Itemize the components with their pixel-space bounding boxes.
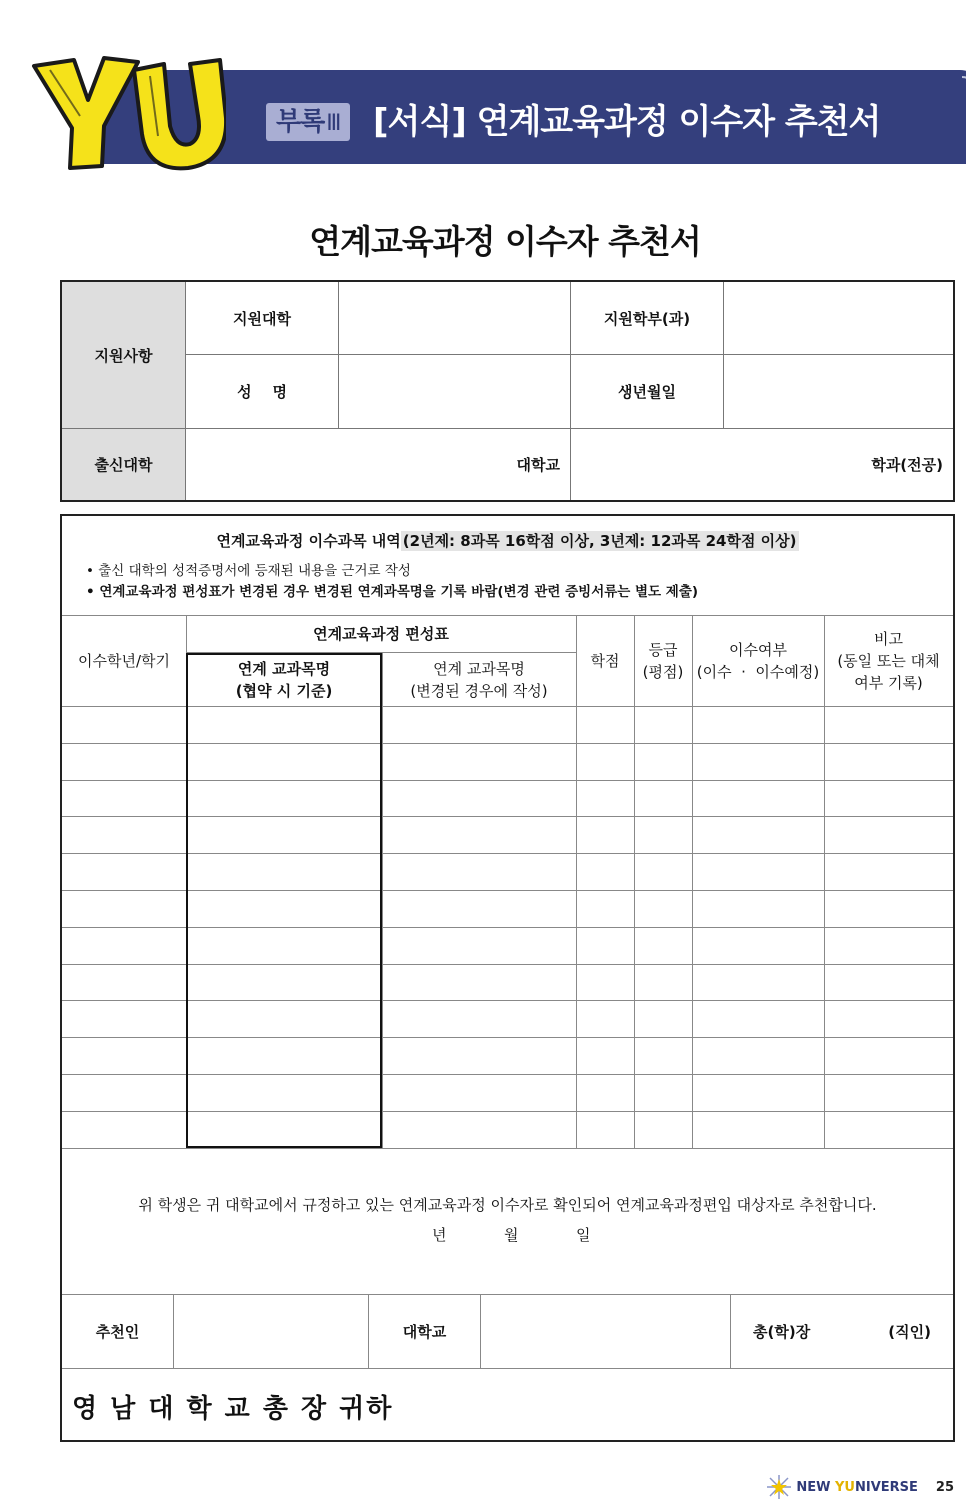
course-notes xyxy=(62,516,953,616)
course-cell-remark[interactable] xyxy=(824,1112,953,1148)
course-cell-completion[interactable] xyxy=(692,928,824,964)
brand-niverse: NIVERSE xyxy=(854,1479,918,1495)
grid-line xyxy=(634,616,635,1148)
recommender-label-cell xyxy=(62,1295,173,1368)
recommender-field[interactable] xyxy=(174,1295,368,1368)
department-field[interactable] xyxy=(724,282,953,354)
course-cell-credit[interactable] xyxy=(576,817,634,853)
course-cell-course-changed[interactable] xyxy=(382,744,576,780)
header-banner xyxy=(30,56,960,172)
agreed-course-column-outline xyxy=(186,653,382,1148)
course-heading-requirement: (2년제: 8과목 16학점 이상, 3년제: 12과목 24학점 이상) xyxy=(402,532,797,550)
course-cell-remark[interactable] xyxy=(824,891,953,927)
grid-line xyxy=(185,282,186,500)
grid-line xyxy=(62,428,953,429)
col-course-agreed-line2: (협약 시 기준) xyxy=(235,681,333,700)
course-cell-completion[interactable] xyxy=(692,965,824,1001)
course-cell-remark[interactable] xyxy=(824,1075,953,1111)
course-cell-credit[interactable] xyxy=(576,1112,634,1148)
col-course-agreed-line1: 연계 교과목명 xyxy=(237,659,331,678)
date-day-label: 일 xyxy=(576,1226,591,1244)
course-cell-grade[interactable] xyxy=(634,1112,692,1148)
course-cell-completion[interactable] xyxy=(692,891,824,927)
col-grade-header xyxy=(634,616,692,706)
col-grade-line2: (평점) xyxy=(642,663,684,681)
grid-line xyxy=(382,653,383,1148)
yu-logo-icon xyxy=(30,56,226,172)
course-cell-remark[interactable] xyxy=(824,1038,953,1074)
course-heading-main: 연계교육과정 이수과목 내역 xyxy=(216,532,401,550)
date-year-label: 년 xyxy=(432,1226,447,1244)
note-transcript: • 출신 대학의 성적증명서에 등재된 내용을 근거로 작성 xyxy=(86,563,411,579)
university-field[interactable] xyxy=(339,282,570,354)
course-cell-semester[interactable] xyxy=(62,817,186,853)
course-cell-semester[interactable] xyxy=(62,744,186,780)
col-credit-label: 학점 xyxy=(590,652,620,670)
recommendation-statement: 위 학생은 귀 대학교에서 규정하고 있는 연계교육과정 이수자로 확인되어 연계교육과정편입 대상자로 추천합니다. xyxy=(138,1196,877,1214)
course-cell-remark[interactable] xyxy=(824,744,953,780)
recommender-university-label-cell xyxy=(369,1295,480,1368)
course-cell-grade[interactable] xyxy=(634,707,692,743)
course-cell-remark[interactable] xyxy=(824,781,953,817)
appendix-roman: Ⅲ xyxy=(326,111,341,136)
course-cell-completion[interactable] xyxy=(692,707,824,743)
appendix-label: 부록 xyxy=(276,107,325,137)
banner-title: [서식] 연계교육과정 이수자 추천서 xyxy=(373,102,881,142)
course-cell-credit[interactable] xyxy=(576,707,634,743)
grid-line xyxy=(62,1368,953,1369)
recommender-university-field[interactable] xyxy=(481,1295,730,1368)
course-heading xyxy=(62,530,953,551)
course-cell-grade[interactable] xyxy=(634,1001,692,1037)
col-semester-label: 이수학년/학기 xyxy=(78,652,170,670)
origin-major-field[interactable] xyxy=(571,429,953,500)
grid-line xyxy=(185,354,953,355)
course-cell-remark[interactable] xyxy=(824,965,953,1001)
course-cell-semester[interactable] xyxy=(62,1038,186,1074)
name-label-cell xyxy=(186,355,338,428)
course-cell-completion[interactable] xyxy=(692,1075,824,1111)
col-remark-line2: (동일 또는 대체 xyxy=(837,652,940,670)
origin-university-field[interactable] xyxy=(186,429,570,500)
course-cell-course-changed[interactable] xyxy=(382,1001,576,1037)
birth-label: 생년월일 xyxy=(618,383,676,401)
star-burst-icon xyxy=(766,1474,792,1500)
university-label-cell xyxy=(186,282,338,354)
course-cell-semester[interactable] xyxy=(62,965,186,1001)
course-cell-grade[interactable] xyxy=(634,744,692,780)
course-cell-semester[interactable] xyxy=(62,1001,186,1037)
grid-line xyxy=(692,616,693,1148)
course-cell-remark[interactable] xyxy=(824,854,953,890)
course-cell-semester[interactable] xyxy=(62,707,186,743)
course-cell-credit[interactable] xyxy=(576,854,634,890)
course-cell-grade[interactable] xyxy=(634,965,692,1001)
course-cell-course-changed[interactable] xyxy=(382,1075,576,1111)
course-cell-credit[interactable] xyxy=(576,744,634,780)
course-cell-remark[interactable] xyxy=(824,928,953,964)
course-cell-completion[interactable] xyxy=(692,854,824,890)
course-cell-grade[interactable] xyxy=(634,1075,692,1111)
document-title: 연계교육과정 이수자 추천서 xyxy=(309,222,701,261)
course-cell-course-changed[interactable] xyxy=(382,1112,576,1148)
course-cell-remark[interactable] xyxy=(824,707,953,743)
course-cell-credit[interactable] xyxy=(576,891,634,927)
col-remark-line1: 비고 xyxy=(874,630,903,648)
course-cell-credit[interactable] xyxy=(576,1038,634,1074)
course-cell-course-changed[interactable] xyxy=(382,854,576,890)
course-cell-completion[interactable] xyxy=(692,781,824,817)
course-cell-completion[interactable] xyxy=(692,1112,824,1148)
course-cell-course-changed[interactable] xyxy=(382,817,576,853)
col-completion-line2: (이수 · 이수예정) xyxy=(696,663,820,681)
department-label: 지원학부(과) xyxy=(603,309,691,328)
col-remark-line3: 여부 기록) xyxy=(854,674,923,692)
department-label-cell xyxy=(571,282,723,354)
col-completion-header xyxy=(692,616,824,706)
col-course-changed-line2: (변경된 경우에 작성) xyxy=(410,681,548,700)
col-remark-header xyxy=(824,616,953,706)
course-cell-completion[interactable] xyxy=(692,1038,824,1074)
grid-line xyxy=(338,282,339,428)
course-cell-grade[interactable] xyxy=(634,854,692,890)
course-cell-course-changed[interactable] xyxy=(382,965,576,1001)
grid-line xyxy=(723,282,724,428)
origin-major-suffix: 학과(전공) xyxy=(871,456,943,474)
course-cell-semester[interactable] xyxy=(62,891,186,927)
section-label-cell xyxy=(62,282,185,428)
course-cell-semester[interactable] xyxy=(62,1075,186,1111)
brand-new: NEW xyxy=(796,1479,835,1495)
course-cell-course-changed[interactable] xyxy=(382,891,576,927)
name-field[interactable] xyxy=(339,355,570,428)
course-cell-grade[interactable] xyxy=(634,817,692,853)
seal-label: (직인) xyxy=(888,1323,931,1341)
course-cell-grade[interactable] xyxy=(634,781,692,817)
date-month-label: 월 xyxy=(504,1226,519,1244)
course-cell-course-changed[interactable] xyxy=(382,781,576,817)
course-cell-completion[interactable] xyxy=(692,744,824,780)
col-completion-line1: 이수여부 xyxy=(729,641,787,659)
course-cell-course-changed[interactable] xyxy=(382,928,576,964)
col-grade-line1: 등급 xyxy=(648,641,678,659)
course-cell-grade[interactable] xyxy=(634,928,692,964)
origin-label-cell xyxy=(62,429,185,500)
name-label: 성 명 xyxy=(237,383,287,401)
birth-label-cell xyxy=(571,355,723,428)
appendix-badge xyxy=(266,103,350,141)
course-cell-grade[interactable] xyxy=(634,1038,692,1074)
origin-label: 출신대학 xyxy=(94,456,153,474)
col-course-changed-header xyxy=(382,653,576,706)
col-credit-header xyxy=(576,616,634,706)
course-cell-credit[interactable] xyxy=(576,781,634,817)
birth-field[interactable] xyxy=(724,355,953,428)
course-cell-credit[interactable] xyxy=(576,928,634,964)
president-label: 총(학)장 xyxy=(753,1323,811,1341)
course-cell-course-changed[interactable] xyxy=(382,707,576,743)
page-footer xyxy=(766,1474,954,1500)
course-cell-credit[interactable] xyxy=(576,1075,634,1111)
addressee: 영 남 대 학 교 총 장 귀하 xyxy=(72,1394,394,1424)
course-cell-remark[interactable] xyxy=(824,817,953,853)
origin-university-suffix: 대학교 xyxy=(516,456,560,474)
course-recommendation-table xyxy=(60,514,955,1442)
president-seal-cell[interactable] xyxy=(731,1295,953,1368)
applicant-section-label: 지원사항 xyxy=(94,346,153,365)
col-semester-header xyxy=(62,616,186,706)
grid-line xyxy=(824,616,825,1148)
course-cell-remark[interactable] xyxy=(824,1001,953,1037)
note-changed-course: • 연계교육과정 편성표가 변경된 경우 변경된 연계과목명을 기록 바람(변경 관련 증빙서류는 별도 제출) xyxy=(86,584,699,600)
brand-yu: YU xyxy=(835,1479,855,1495)
applicant-info-table xyxy=(60,280,955,502)
col-course-changed-line1: 연계 교과목명 xyxy=(433,659,525,678)
course-cell-semester[interactable] xyxy=(62,928,186,964)
recommender-label: 추천인 xyxy=(95,1323,140,1341)
university-label: 지원대학 xyxy=(233,309,291,328)
course-cell-course-changed[interactable] xyxy=(382,1038,576,1074)
page-number: 25 xyxy=(935,1479,954,1495)
footer-brand xyxy=(796,1480,918,1495)
course-cell-credit[interactable] xyxy=(576,965,634,1001)
course-cell-semester[interactable] xyxy=(62,1112,186,1148)
course-cell-credit[interactable] xyxy=(576,1001,634,1037)
course-cell-completion[interactable] xyxy=(692,1001,824,1037)
col-curriculum-group-label: 연계교육과정 편성표 xyxy=(313,625,449,643)
grid-line xyxy=(576,616,577,1148)
course-cell-completion[interactable] xyxy=(692,817,824,853)
course-cell-semester[interactable] xyxy=(62,854,186,890)
course-cell-semester[interactable] xyxy=(62,781,186,817)
col-curriculum-group-header xyxy=(186,616,576,652)
grid-line xyxy=(570,282,571,500)
recommender-university-label: 대학교 xyxy=(402,1323,447,1341)
course-cell-grade[interactable] xyxy=(634,891,692,927)
